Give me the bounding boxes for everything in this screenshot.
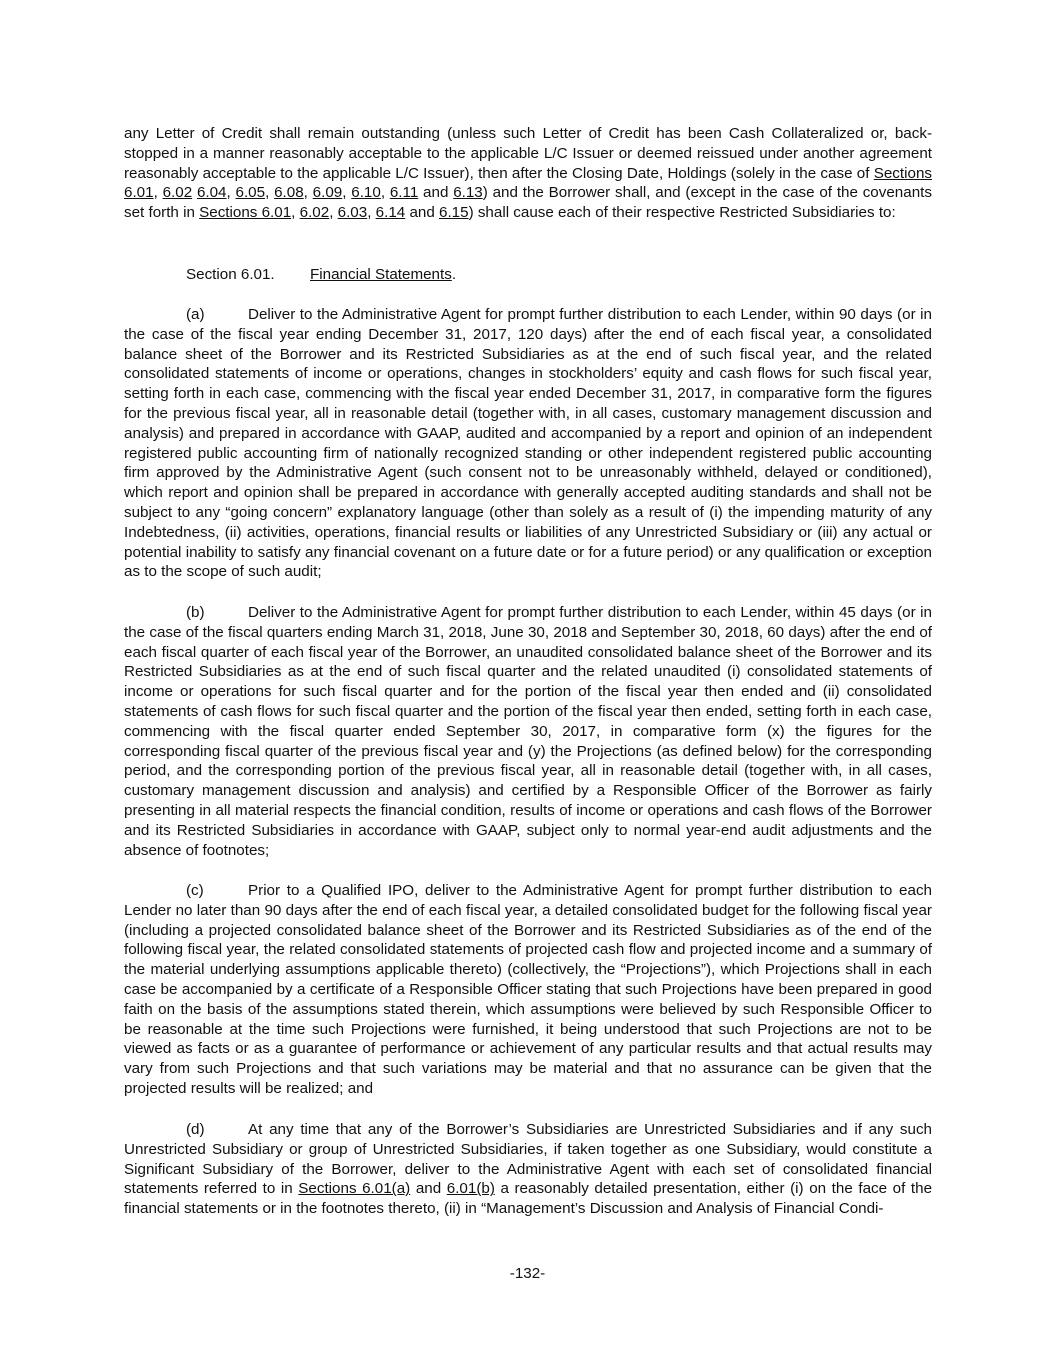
paragraph-text: Deliver to the Administrative Agent for prompt further distribution to each Lender, within 45 days (or in the case of the fiscal quarters ending March 31, 2018, June 30, 2018 and September 30, 2018, 60 days) after the end of each fiscal quarter of each fiscal year of the Borrower, an unaudited consolidated balance sheet of the Borrower and its Restricted Subsidiaries as at the end of such fiscal quarter and the related unaudited (i) consolidated statements of income or operations for such fiscal quarter and for the portion of the fiscal year then ended and (ii) consolidated statements of cash flows for such fiscal quarter and the portion of the fiscal year then ended, setting forth in each case, commencing with the fiscal quarter ended September 30, 2017, in comparative form (x) the figures for the corresponding fiscal quarter of the previous fiscal year and (y) the Projections (as defined below) for the corresponding period, and the corresponding portion of the previous fiscal year, all in reasonable detail (together with, in all cases, customary management discussion and analysis) and certified by a Responsible Officer of the Borrower as fairly presenting in all material respects the financial condition, results of income or operations and cash flows of the Borrower and its Restricted Subsidiaries in accordance with GAAP, subject only to normal year-end audit adjustments and the absence of footnotes; xyxy=(124,604,932,859)
section-reference[interactable]: Sections 6.01(a) xyxy=(298,1180,411,1198)
page-number: -132- xyxy=(509,1265,546,1282)
paragraph-label: (c) xyxy=(186,882,204,899)
separator: , xyxy=(291,204,300,222)
paragraph-text: Prior to a Qualified IPO, deliver to the Administrative Agent for prompt further distribution to each Lender no later than 90 days after the end of each fiscal year, a detailed consolidated budget for the following fiscal year (including a projected consolidated balance sheet of the Borrower and its Restricted Subsidiaries as of the end of the following fiscal year, the related consolidated statements of projected cash flow and projected income and a summary of the material underlying assumptions applicable thereto) (collectively, the “Projections”), which Projections shall in each case be accompanied by a certificate of a Responsible Officer stating that such Projections have been prepared in good faith on the basis of the assumptions stated therein, which assumptions were believed by such Responsible Officer to be reasonable at the time such Projections were furnished, it being understood that such Projections are not to be viewed as facts or as a guarantee of performance or achievement of any particular results and that actual results may vary from such Projections and that such variations may be material and that no assurance can be given that the projected results will be realized; and xyxy=(124,882,932,1097)
section-title-suffix: . xyxy=(451,266,457,283)
paragraph-b xyxy=(124,603,932,860)
separator: , xyxy=(226,184,236,202)
paragraph-text: a reasonably detailed presentation, either (i) on the face of the financial statements or in the footnotes thereto, (ii) in “Management’s Discussion and Analysis of Financial Condi- xyxy=(124,1180,933,1218)
section-reference[interactable]: 6.01(b) xyxy=(446,1180,495,1198)
section-reference[interactable]: 6.03 xyxy=(337,204,368,222)
separator: , xyxy=(265,184,275,202)
separator: , xyxy=(153,184,163,202)
section-reference[interactable]: 6.08 xyxy=(274,184,304,202)
section-reference[interactable]: 6.15 xyxy=(439,204,469,222)
separator: , xyxy=(342,184,352,202)
separator: , xyxy=(329,204,338,222)
paragraph-label: (d) xyxy=(186,1121,205,1138)
section-reference[interactable]: 6.14 xyxy=(375,204,406,222)
separator: and xyxy=(405,204,439,222)
section-heading xyxy=(186,265,456,285)
paragraph-label: (b) xyxy=(186,604,205,621)
section-title: Financial Statements xyxy=(310,266,452,283)
intro-text: ) and the Borrower shall, and (except in the case of the covenants set forth in xyxy=(124,184,932,222)
section-reference[interactable]: Sections 6.01 xyxy=(124,164,932,202)
section-reference[interactable]: 6.05 xyxy=(235,184,266,202)
paragraph-text: At any time that any of the Borrower’s Subsidiaries are Unrestricted Subsidiaries and if any such Unrestricted Subsidiary or group of Unrestricted Subsidiaries, if taken together as one Subsidiary, would constitute a Significant Subsidiary of the Borrower, deliver to the Administrative Agent with each set of consolidated financial statements referred to in xyxy=(124,1121,932,1198)
section-number: Section 6.01. xyxy=(186,266,275,283)
section-reference[interactable]: 6.02 xyxy=(299,204,330,222)
section-reference[interactable]: Sections 6.01 xyxy=(199,204,292,222)
paragraph-label: (a) xyxy=(186,306,205,323)
paragraph-a xyxy=(124,305,932,582)
separator: and xyxy=(410,1180,447,1198)
intro-text: any Letter of Credit shall remain outstanding (unless such Letter of Credit has been Cash Collateralized or, back-stopped in a manner reasonably acceptable to the applicable L/C Issuer or deemed reissued under another agreement reasonably acceptable to the applicable L/C Issuer), then after the Closing Date, Holdings (solely in the case of xyxy=(124,125,932,182)
section-reference[interactable]: 6.02 xyxy=(162,184,193,202)
intro-text: ) shall cause each of their respective Restricted Subsidiaries to: xyxy=(468,204,896,222)
paragraph-c xyxy=(124,881,932,1099)
separator: and xyxy=(418,184,454,202)
section-reference[interactable]: 6.13 xyxy=(453,184,483,202)
paragraph-d xyxy=(124,1120,932,1219)
separator: , xyxy=(380,184,390,202)
separator: , xyxy=(367,204,376,222)
section-reference[interactable]: 6.10 xyxy=(351,184,381,202)
intro-paragraph xyxy=(124,124,932,223)
section-reference[interactable]: 6.11 xyxy=(389,184,419,202)
separator: , xyxy=(303,184,313,202)
section-reference[interactable]: 6.09 xyxy=(312,184,343,202)
paragraph-text: Deliver to the Administrative Agent for prompt further distribution to each Lender, within 90 days (or in the case of the fiscal year ending December 31, 2017, 120 days) after the end of each fiscal year, a consolidated balance sheet of the Borrower and its Restricted Subsidiaries as at the end of such fiscal year, and the related consolidated statements of income or operations, changes in stockholders’ equity and cash flows for such fiscal year, setting forth in each case, commencing with the fiscal year ended December 31, 2017, in comparative form the figures for the previous fiscal year, all in reasonable detail (together with, in all cases, customary management discussion and analysis) and prepared in accordance with GAAP, audited and accompanied by a report and opinion of an independent registered public accounting firm of nationally recognized standing or other independent registered public accounting firm approved by the Administrative Agent (such consent not to be unreasonably withheld, delayed or conditioned), which report and opinion shall be prepared in accordance with generally accepted auditing standards and shall not be subject to any “going concern” explanatory language (other than solely as a result of (i) the impending maturity of any Indebtedness, (ii) activities, operations, financial results or liabilities of any Unrestricted Subsidiary or (iii) any actual or potential inability to satisfy any financial covenant on a future date or for a future period) or any qualification or exception as to the scope of such audit; xyxy=(124,306,932,581)
section-reference[interactable]: 6.04 xyxy=(196,184,227,202)
